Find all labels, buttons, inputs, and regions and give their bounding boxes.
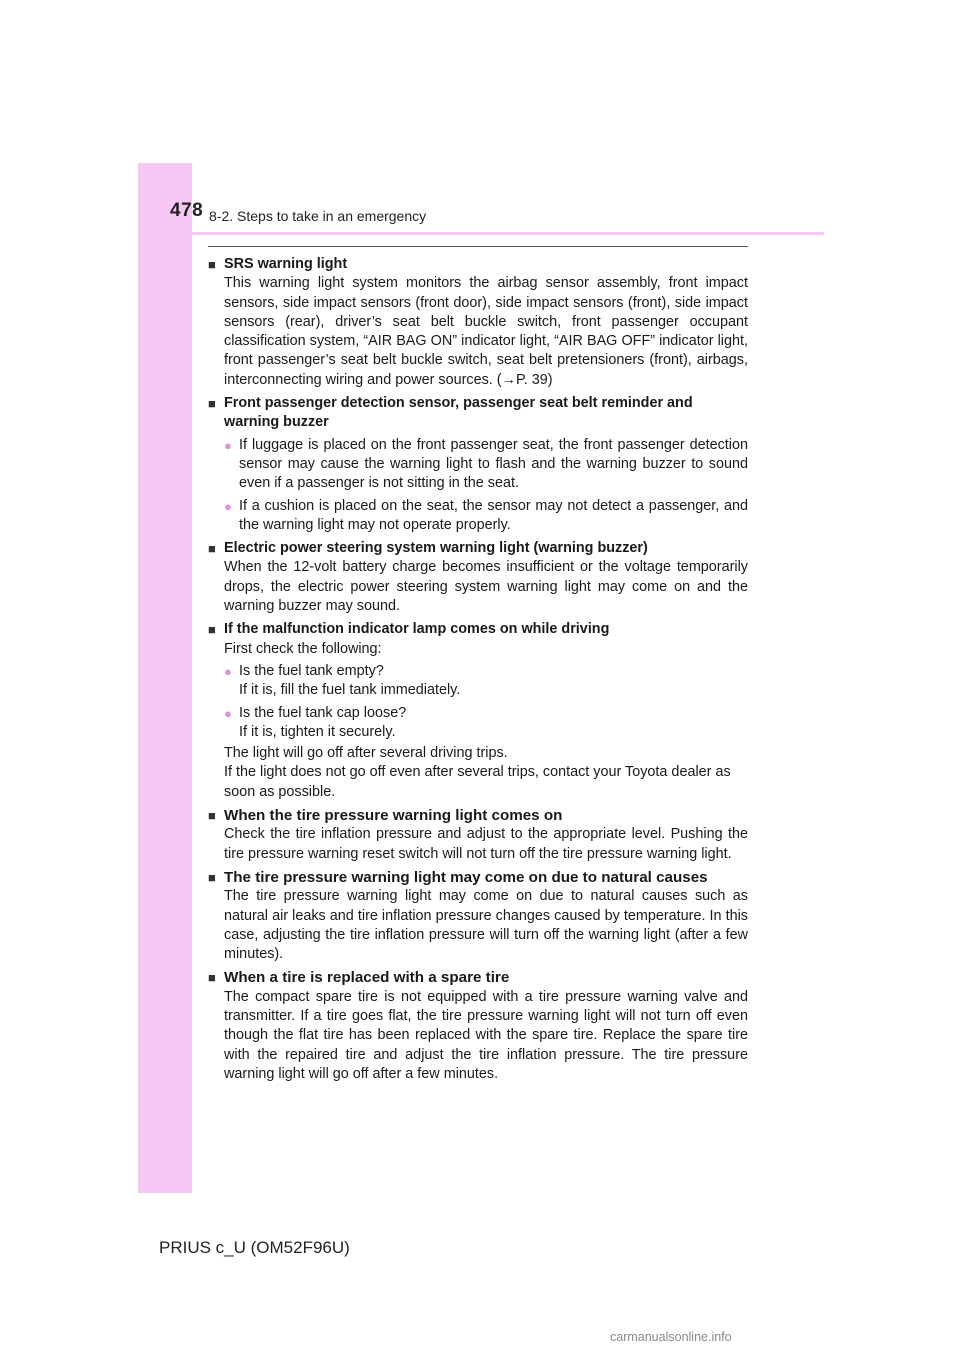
bullet-text: Is the fuel tank empty? If it is, fill the fuel tank immediately. — [239, 662, 461, 699]
section-heading-text: SRS warning light — [224, 256, 348, 272]
section-heading-text: When the tire pressure warning light comes on — [224, 807, 563, 825]
section — [208, 255, 748, 390]
section-body: First check the following: — [224, 640, 382, 657]
section-heading — [208, 868, 748, 887]
square-bullet-icon: ■ — [208, 541, 216, 557]
bullet-item — [208, 704, 748, 743]
round-bullet-icon: ● — [224, 498, 232, 514]
section-heading-text: Electric power steering system warning light (warning buzzer) — [224, 540, 648, 557]
round-bullet-icon: ● — [224, 705, 232, 721]
section-heading — [208, 806, 748, 825]
section-heading-text: Front passenger detection sensor, passenger seat belt reminder and warning buzzer — [224, 395, 693, 431]
square-bullet-icon: ■ — [208, 808, 216, 824]
section-heading-text: When a tire is replaced with a spare tire — [224, 969, 510, 987]
section-title: 8-2. Steps to take in an emergency — [209, 208, 427, 224]
section-body: This warning light system monitors the airbag sensor assembly, front impact sensors, side impact sensors (front door), side impact sensors (front), side impact sensors (rear), driver’s seat belt buckle switch, front passenger occupant classification system, “AIR BAG ON” indicator light, “AIR BAG OFF” indicator light, front passenger’s seat belt buckle switch, seat belt pretensioners (front), airbags, interconnecting wiring and power sources. (→P. 39) — [224, 275, 748, 388]
section-heading — [208, 394, 748, 433]
section — [208, 539, 748, 616]
section-heading-text: The tire pressure warning light may come on due to natural causes — [224, 868, 708, 886]
section-body: The compact spare tire is not equipped with a tire pressure warning valve and transmitter. If a tire goes flat, the tire pressure warning light will not turn off even though the flat tire has been replaced with the spare tire. Replace the spare tire with the repaired tire and adjust the tire inflation pressure. The tire pressure warning light will go off after a few minutes. — [224, 988, 748, 1082]
square-bullet-icon: ■ — [208, 970, 216, 986]
section — [208, 394, 748, 535]
section-note: The light will go off after several driving trips. If the light does not go off even after several trips, contact your Toyota dealer as soon as possible. — [224, 745, 731, 800]
section — [208, 868, 748, 964]
bullet-item — [208, 662, 748, 701]
round-bullet-icon: ● — [224, 437, 232, 453]
page-side-band — [138, 163, 192, 1193]
section-heading — [208, 620, 748, 639]
section-heading-text: If the malfunction indicator lamp comes on while driving — [224, 621, 610, 638]
bullet-item — [208, 497, 748, 536]
header-rule — [208, 246, 748, 247]
page-number: 478 — [170, 200, 204, 221]
bullet-item — [208, 436, 748, 494]
page-content — [208, 255, 748, 1088]
section — [208, 968, 748, 1084]
bullet-text: Is the fuel tank cap loose? If it is, tighten it securely. — [239, 704, 407, 740]
footer-model-code: PRIUS c_U (OM52F96U) — [159, 1238, 350, 1257]
header-band — [138, 232, 824, 235]
section-heading — [208, 255, 748, 274]
section — [208, 806, 748, 864]
section-body: When the 12-volt battery charge becomes insufficient or the voltage temporarily drops, the electric power steering system warning light may come on and the warning buzzer may sound. — [224, 559, 748, 615]
square-bullet-icon: ■ — [208, 622, 216, 638]
section — [208, 620, 748, 802]
section-body: Check the tire inflation pressure and adjust to the appropriate level. Pushing the tire pressure warning reset switch will not turn off the tire pressure warning light. — [224, 826, 748, 862]
square-bullet-icon: ■ — [208, 869, 216, 885]
square-bullet-icon: ■ — [208, 257, 216, 272]
round-bullet-icon: ● — [224, 663, 232, 679]
watermark-text: carmanualsonline.info — [610, 1330, 732, 1344]
section-heading — [208, 539, 748, 558]
section-heading — [208, 968, 748, 987]
square-bullet-icon: ■ — [208, 396, 216, 412]
bullet-text: If a cushion is placed on the seat, the sensor may not detect a passenger, and the warning light may not operate properly. — [239, 497, 748, 533]
bullet-text: If luggage is placed on the front passenger seat, the front passenger detection sensor may cause the warning light to flash and the warning buzzer to sound even if a passenger is not sitting in the seat. — [239, 436, 748, 492]
section-body: The tire pressure warning light may come on due to natural causes such as natural air leaks and tire inflation pressure changes caused by temperature. In this case, adjusting the tire inflation pressure will turn off the warning light (after a few minutes). — [224, 888, 748, 963]
